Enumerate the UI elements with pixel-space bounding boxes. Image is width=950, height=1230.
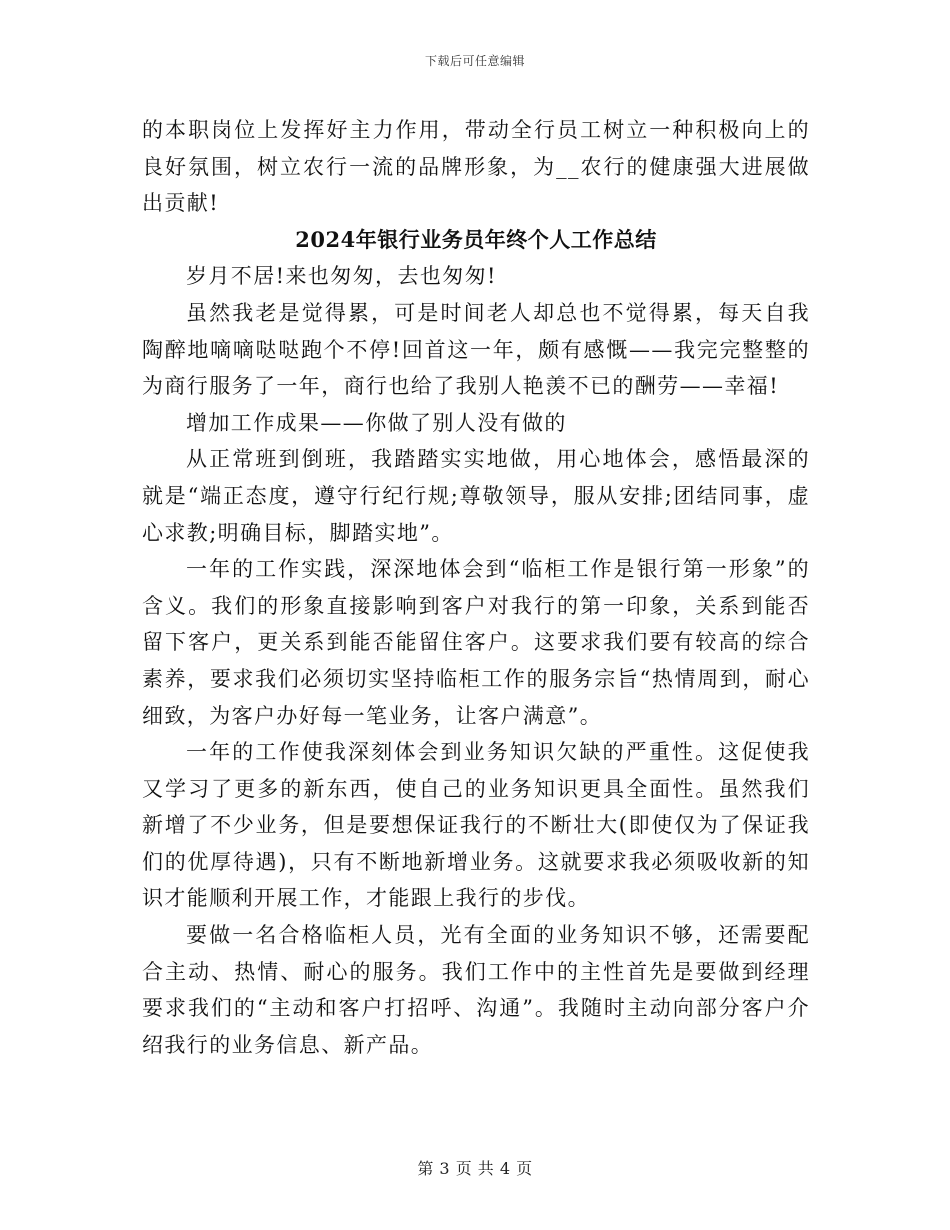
document-body (142, 112, 810, 1063)
body-paragraph: 岁月不居!来也匆匆，去也匆匆! (186, 264, 497, 289)
body-paragraph: 要做一名合格临柜人员，光有全面的业务知识不够，还需要配合主动、热情、耐心的服务。我们工作中的主性首先是要做到经理要求我们的“主动和客户打招呼、沟通”。我随时主动向部分客户介绍我行的业务信息、新产品。 (142, 923, 810, 1057)
body-paragraph: 增加工作成果——你做了别人没有做的 (186, 410, 567, 435)
body-paragraph: 从正常班到倒班，我踏踏实实地做，用心地体会，感悟最深的就是“端正态度，遵守行纪行规;尊敬领导，服从安排;团结同事，虚心求教;明确目标，脚踏实地”。 (142, 447, 810, 545)
page-header: 下载后可任意编辑 (424, 54, 525, 68)
body-paragraph: 一年的工作实践，深深地体会到“临柜工作是银行第一形象”的含义。我们的形象直接影响到客户对我行的第一印象，关系到能否留下客户，更关系到能否能留住客户。这要求我们要有较高的综合素养，要求我们必须切实坚持临柜工作的服务宗旨“热情周到，耐心细致，为客户办好每一笔业务，让客户满意”。 (142, 557, 810, 728)
section-title: 2024年银行业务员年终个人工作总结 (295, 226, 657, 252)
page-footer: 第 3 页 共 4 页 (417, 1159, 533, 1178)
body-paragraph: 虽然我老是觉得累，可是时间老人却总也不觉得累，每天自我陶醉地嘀嘀哒哒跑个不停!回首这一年，颇有感慨——我完完整整的为商行服务了一年，商行也给了我别人艳羡不已的酬劳——幸福! (142, 300, 810, 399)
body-paragraph: 一年的工作使我深刻体会到业务知识欠缺的严重性。这促使我又学习了更多的新东西，使自己的业务知识更具全面性。虽然我们新增了不少业务，但是要想保证我行的不断壮大(即使仅为了保证我们的优厚待遇)，只有不断地新增业务。这就要求我必须吸收新的知识才能顺利开展工作，才能跟上我行的步伐。 (142, 740, 810, 911)
continuation-paragraph: 的本职岗位上发挥好主力作用，带动全行员工树立一种积极向上的良好氛围，树立农行一流的品牌形象，为__农行的健康强大进展做出贡献! (142, 118, 810, 216)
